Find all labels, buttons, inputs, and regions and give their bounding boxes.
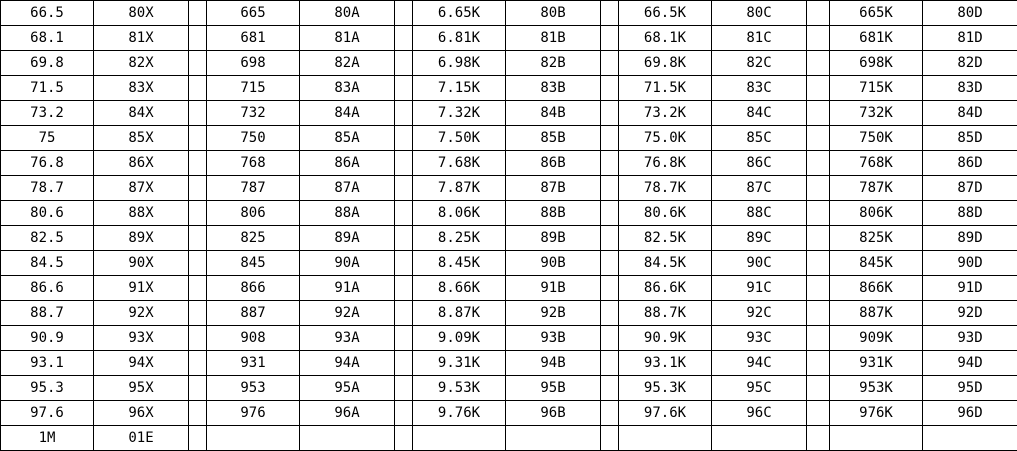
value-cell-kilo-100: 732K [830,101,923,126]
table-row [1,176,1017,201]
separator-cell [601,151,619,176]
value-cell-kilo-10: 93.1K [619,351,712,376]
value-cell-kilo-1: 9.09K [413,326,506,351]
value-cell-kilo-10: 88.7K [619,301,712,326]
code-cell-hundreds: 95A [300,376,395,401]
separator-cell [395,351,413,376]
value-cell-kilo-10: 66.5K [619,1,712,26]
value-cell-ohm: 71.5 [1,76,94,101]
separator-cell [189,101,207,126]
separator-cell [807,376,830,401]
table-row [1,226,1017,251]
code-cell-kilo-100: 93D [923,326,1017,351]
code-cell-kilo-10: 93C [712,326,807,351]
separator-cell [807,401,830,426]
code-cell-kilo-1: 88B [506,201,601,226]
code-cell-kilo-10: 83C [712,76,807,101]
separator-cell [395,76,413,101]
value-cell-hundreds: 787 [207,176,300,201]
separator-cell [395,101,413,126]
separator-cell [395,201,413,226]
separator-cell [395,301,413,326]
code-cell-hundreds: 88A [300,201,395,226]
separator-cell [189,1,207,26]
value-cell-hundreds: 931 [207,351,300,376]
table-row [1,101,1017,126]
code-cell-kilo-100: 82D [923,51,1017,76]
code-cell-hundreds: 83A [300,76,395,101]
separator-cell [601,51,619,76]
separator-cell [807,326,830,351]
value-cell-hundreds: 887 [207,301,300,326]
separator-cell [189,126,207,151]
table-row [1,126,1017,151]
table-row [1,351,1017,376]
value-cell-kilo-1: 6.98K [413,51,506,76]
table-body [1,1,1017,451]
separator-cell [601,101,619,126]
code-cell-kilo-10: 84C [712,101,807,126]
separator-cell [395,126,413,151]
separator-cell [395,276,413,301]
separator-cell [395,26,413,51]
code-cell-kilo-1: 89B [506,226,601,251]
value-cell-kilo-1: 7.50K [413,126,506,151]
code-cell-ohm: 84X [94,101,189,126]
table-row [1,51,1017,76]
value-cell-ohm: 82.5 [1,226,94,251]
value-cell-kilo-10: 78.7K [619,176,712,201]
separator-cell [601,201,619,226]
code-cell-kilo-1 [506,426,601,451]
value-cell-kilo-100: 806K [830,201,923,226]
value-cell-kilo-100: 931K [830,351,923,376]
separator-cell [189,251,207,276]
value-cell-hundreds: 665 [207,1,300,26]
code-cell-hundreds: 96A [300,401,395,426]
value-cell-kilo-100: 976K [830,401,923,426]
code-cell-kilo-1: 95B [506,376,601,401]
code-cell-ohm: 90X [94,251,189,276]
separator-cell [601,426,619,451]
value-cell-kilo-10: 82.5K [619,226,712,251]
value-cell-hundreds: 825 [207,226,300,251]
value-cell-ohm: 95.3 [1,376,94,401]
code-cell-kilo-1: 84B [506,101,601,126]
code-cell-kilo-100: 95D [923,376,1017,401]
separator-cell [189,151,207,176]
code-cell-kilo-1: 96B [506,401,601,426]
code-cell-kilo-100: 86D [923,151,1017,176]
value-cell-hundreds [207,426,300,451]
code-cell-kilo-1: 94B [506,351,601,376]
code-cell-kilo-100: 85D [923,126,1017,151]
value-cell-hundreds: 976 [207,401,300,426]
code-cell-kilo-10: 86C [712,151,807,176]
code-cell-ohm: 94X [94,351,189,376]
value-cell-kilo-100: 909K [830,326,923,351]
code-cell-kilo-1: 80B [506,1,601,26]
value-cell-kilo-10: 86.6K [619,276,712,301]
separator-cell [807,251,830,276]
code-cell-kilo-1: 82B [506,51,601,76]
value-cell-kilo-10 [619,426,712,451]
code-cell-ohm: 96X [94,401,189,426]
code-cell-kilo-10: 87C [712,176,807,201]
value-cell-kilo-1: 7.32K [413,101,506,126]
code-cell-kilo-100: 92D [923,301,1017,326]
code-cell-kilo-10: 85C [712,126,807,151]
code-cell-ohm: 85X [94,126,189,151]
value-cell-kilo-10: 76.8K [619,151,712,176]
value-cell-ohm: 66.5 [1,1,94,26]
table-row [1,26,1017,51]
table-row [1,76,1017,101]
separator-cell [189,376,207,401]
separator-cell [601,401,619,426]
code-cell-ohm: 86X [94,151,189,176]
value-cell-kilo-10: 84.5K [619,251,712,276]
code-cell-kilo-1: 87B [506,176,601,201]
value-cell-kilo-10: 75.0K [619,126,712,151]
separator-cell [601,1,619,26]
value-cell-kilo-10: 95.3K [619,376,712,401]
value-cell-kilo-10: 80.6K [619,201,712,226]
separator-cell [807,201,830,226]
separator-cell [601,26,619,51]
separator-cell [395,176,413,201]
separator-cell [807,101,830,126]
value-cell-kilo-1: 8.25K [413,226,506,251]
separator-cell [601,76,619,101]
code-cell-kilo-1: 93B [506,326,601,351]
separator-cell [189,426,207,451]
code-cell-kilo-10 [712,426,807,451]
value-cell-ohm: 90.9 [1,326,94,351]
code-cell-kilo-100: 80D [923,1,1017,26]
code-cell-kilo-10: 88C [712,201,807,226]
value-cell-kilo-1: 8.06K [413,201,506,226]
code-cell-kilo-100: 84D [923,101,1017,126]
value-cell-kilo-100: 787K [830,176,923,201]
code-cell-hundreds: 85A [300,126,395,151]
value-cell-ohm: 88.7 [1,301,94,326]
value-cell-kilo-100: 866K [830,276,923,301]
value-cell-kilo-1 [413,426,506,451]
code-cell-hundreds: 91A [300,276,395,301]
value-cell-kilo-10: 73.2K [619,101,712,126]
separator-cell [189,51,207,76]
separator-cell [807,151,830,176]
code-cell-hundreds: 92A [300,301,395,326]
value-cell-ohm: 80.6 [1,201,94,226]
table-row [1,201,1017,226]
code-cell-kilo-1: 91B [506,276,601,301]
separator-cell [395,151,413,176]
separator-cell [807,351,830,376]
value-cell-kilo-100 [830,426,923,451]
value-cell-kilo-10: 71.5K [619,76,712,101]
separator-cell [395,376,413,401]
value-cell-ohm: 69.8 [1,51,94,76]
code-cell-ohm: 89X [94,226,189,251]
value-cell-ohm: 97.6 [1,401,94,426]
code-cell-kilo-100: 88D [923,201,1017,226]
value-cell-ohm: 1M [1,426,94,451]
value-cell-kilo-1: 9.53K [413,376,506,401]
table-row [1,376,1017,401]
value-cell-kilo-10: 97.6K [619,401,712,426]
code-cell-hundreds: 82A [300,51,395,76]
table-row [1,151,1017,176]
separator-cell [807,226,830,251]
separator-cell [807,76,830,101]
value-cell-hundreds: 681 [207,26,300,51]
code-cell-kilo-1: 86B [506,151,601,176]
separator-cell [189,176,207,201]
code-cell-hundreds: 90A [300,251,395,276]
code-cell-kilo-100: 96D [923,401,1017,426]
code-cell-ohm: 92X [94,301,189,326]
value-cell-ohm: 73.2 [1,101,94,126]
table-row [1,326,1017,351]
value-cell-hundreds: 698 [207,51,300,76]
code-cell-kilo-10: 96C [712,401,807,426]
code-cell-hundreds [300,426,395,451]
value-cell-hundreds: 768 [207,151,300,176]
code-cell-ohm: 82X [94,51,189,76]
code-cell-hundreds: 94A [300,351,395,376]
value-cell-ohm: 86.6 [1,276,94,301]
value-cell-kilo-1: 7.15K [413,76,506,101]
value-cell-hundreds: 908 [207,326,300,351]
value-cell-kilo-100: 698K [830,51,923,76]
separator-cell [395,226,413,251]
value-cell-hundreds: 750 [207,126,300,151]
value-cell-hundreds: 806 [207,201,300,226]
separator-cell [601,226,619,251]
value-cell-kilo-1: 7.68K [413,151,506,176]
value-cell-kilo-100: 887K [830,301,923,326]
code-cell-kilo-1: 92B [506,301,601,326]
table-row [1,426,1017,451]
separator-cell [807,51,830,76]
value-cell-kilo-100: 768K [830,151,923,176]
separator-cell [189,401,207,426]
code-cell-kilo-100: 81D [923,26,1017,51]
value-cell-kilo-1: 6.65K [413,1,506,26]
value-cell-kilo-10: 69.8K [619,51,712,76]
separator-cell [189,301,207,326]
value-cell-hundreds: 866 [207,276,300,301]
separator-cell [601,326,619,351]
value-cell-kilo-100: 681K [830,26,923,51]
value-cell-ohm: 68.1 [1,26,94,51]
value-cell-ohm: 93.1 [1,351,94,376]
code-cell-kilo-100 [923,426,1017,451]
value-cell-hundreds: 732 [207,101,300,126]
separator-cell [189,26,207,51]
code-cell-ohm: 87X [94,176,189,201]
code-cell-ohm: 83X [94,76,189,101]
separator-cell [601,276,619,301]
separator-cell [189,351,207,376]
separator-cell [601,376,619,401]
separator-cell [395,401,413,426]
separator-cell [601,301,619,326]
code-cell-hundreds: 87A [300,176,395,201]
value-cell-kilo-10: 68.1K [619,26,712,51]
separator-cell [807,426,830,451]
value-cell-kilo-1: 8.66K [413,276,506,301]
value-cell-ohm: 75 [1,126,94,151]
separator-cell [807,1,830,26]
value-cell-hundreds: 715 [207,76,300,101]
separator-cell [395,426,413,451]
code-cell-ohm: 01E [94,426,189,451]
value-cell-hundreds: 953 [207,376,300,401]
separator-cell [601,351,619,376]
table-row [1,1,1017,26]
table-row [1,276,1017,301]
value-cell-kilo-100: 750K [830,126,923,151]
separator-cell [601,176,619,201]
value-cell-kilo-1: 6.81K [413,26,506,51]
value-cell-kilo-10: 90.9K [619,326,712,351]
separator-cell [807,276,830,301]
value-cell-hundreds: 845 [207,251,300,276]
value-cell-kilo-100: 825K [830,226,923,251]
value-cell-kilo-1: 7.87K [413,176,506,201]
table-row [1,401,1017,426]
code-cell-ohm: 81X [94,26,189,51]
separator-cell [189,76,207,101]
code-cell-kilo-10: 90C [712,251,807,276]
separator-cell [189,226,207,251]
code-cell-ohm: 91X [94,276,189,301]
code-cell-kilo-10: 80C [712,1,807,26]
separator-cell [807,176,830,201]
code-cell-kilo-100: 94D [923,351,1017,376]
code-cell-hundreds: 84A [300,101,395,126]
code-cell-hundreds: 86A [300,151,395,176]
separator-cell [189,326,207,351]
code-cell-kilo-10: 91C [712,276,807,301]
separator-cell [601,251,619,276]
separator-cell [395,51,413,76]
code-cell-ohm: 88X [94,201,189,226]
code-cell-kilo-1: 83B [506,76,601,101]
code-cell-ohm: 95X [94,376,189,401]
code-cell-kilo-10: 92C [712,301,807,326]
separator-cell [189,201,207,226]
value-cell-kilo-100: 665K [830,1,923,26]
value-cell-kilo-100: 953K [830,376,923,401]
code-cell-kilo-1: 85B [506,126,601,151]
code-cell-kilo-100: 90D [923,251,1017,276]
separator-cell [807,26,830,51]
separator-cell [395,1,413,26]
code-cell-kilo-10: 94C [712,351,807,376]
separator-cell [807,126,830,151]
value-cell-kilo-1: 9.76K [413,401,506,426]
code-cell-kilo-10: 89C [712,226,807,251]
code-cell-kilo-100: 83D [923,76,1017,101]
code-cell-kilo-1: 81B [506,26,601,51]
separator-cell [189,276,207,301]
code-cell-kilo-10: 81C [712,26,807,51]
code-cell-hundreds: 93A [300,326,395,351]
separator-cell [601,126,619,151]
code-cell-kilo-100: 91D [923,276,1017,301]
code-cell-kilo-10: 82C [712,51,807,76]
table-row [1,251,1017,276]
value-cell-kilo-1: 8.45K [413,251,506,276]
value-cell-ohm: 84.5 [1,251,94,276]
value-cell-kilo-100: 715K [830,76,923,101]
code-cell-hundreds: 80A [300,1,395,26]
value-cell-kilo-1: 9.31K [413,351,506,376]
value-cell-kilo-1: 8.87K [413,301,506,326]
code-cell-hundreds: 89A [300,226,395,251]
code-cell-ohm: 93X [94,326,189,351]
separator-cell [395,326,413,351]
value-cell-ohm: 76.8 [1,151,94,176]
code-cell-hundreds: 81A [300,26,395,51]
value-cell-ohm: 78.7 [1,176,94,201]
code-cell-kilo-100: 89D [923,226,1017,251]
code-cell-kilo-10: 95C [712,376,807,401]
code-cell-kilo-1: 90B [506,251,601,276]
value-cell-kilo-100: 845K [830,251,923,276]
separator-cell [395,251,413,276]
code-cell-ohm: 80X [94,1,189,26]
separator-cell [807,301,830,326]
table-row [1,301,1017,326]
code-cell-kilo-100: 87D [923,176,1017,201]
